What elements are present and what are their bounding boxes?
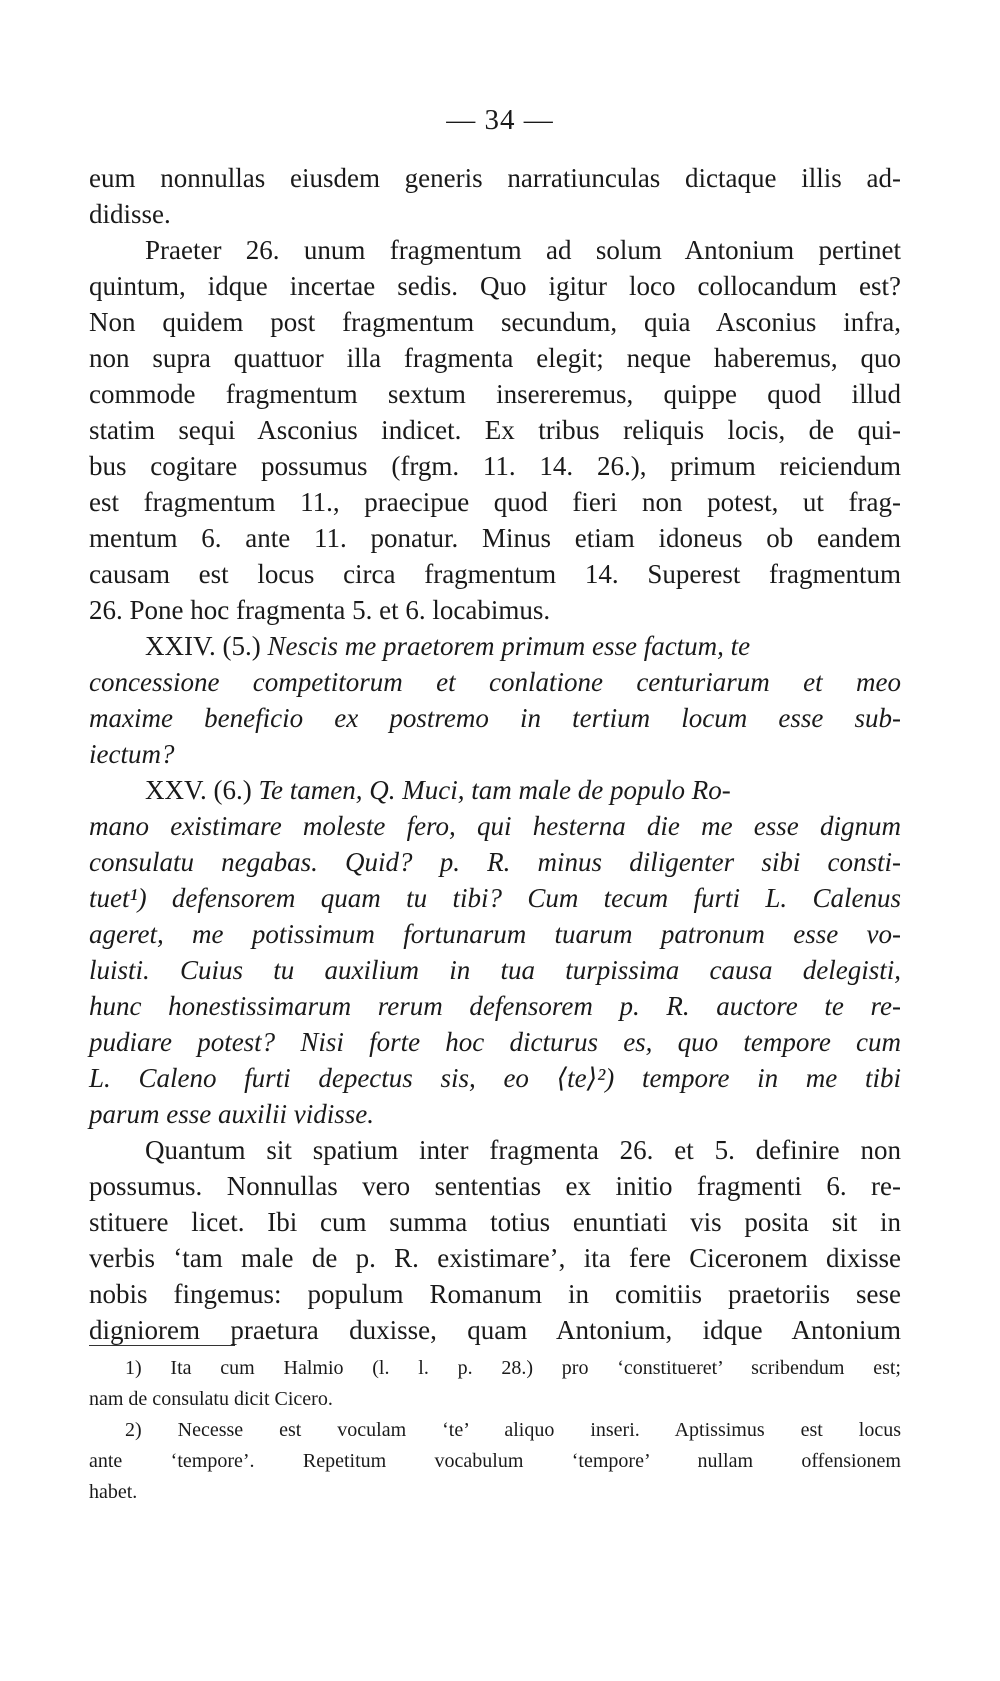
- text-line: consulatu negabas. Quid? p. R. minus diligenter sibi consti-: [89, 847, 901, 877]
- text-line: hunc honestissimarum rerum defensorem p. R. auctore te re-: [89, 991, 901, 1021]
- text-line: est fragmentum 11., praecipue quod fieri non potest, ut frag-: [89, 487, 901, 517]
- text-line: non supra quattuor illa fragmenta elegit; neque haberemus, quo: [89, 343, 901, 373]
- footnote-rule: [89, 1345, 235, 1346]
- fragment-text: Nescis me praetorem primum esse factum, te: [267, 631, 751, 661]
- text-line: luisti. Cuius tu auxilium in tua turpissima causa delegisti,: [89, 955, 901, 985]
- text-line: Praeter 26. unum fragmentum ad solum Antonium pertinet: [145, 235, 901, 265]
- text-line: [89, 772, 901, 808]
- page-number: — 34 —: [446, 104, 554, 136]
- text-line: verbis ‘tam male de p. R. existimare’, ita fere Ciceronem dixisse: [89, 1243, 901, 1273]
- text-line: causam est locus circa fragmentum 14. Superest fragmentum: [89, 559, 901, 589]
- text-line: statim sequi Asconius indicet. Ex tribus reliquis locis, de qui-: [89, 415, 901, 445]
- text-line: iectum?: [89, 739, 175, 769]
- footnote-line: 1) Ita cum Halmio (l. l. p. 28.) pro ‘constitueret’ scribendum est;: [125, 1357, 901, 1379]
- text-line: digniorem praetura duxisse, quam Antonium, idque Antonium: [89, 1315, 901, 1345]
- footnote-line: ante ‘tempore’. Repetitum vocabulum ‘tempore’ nullam offensionem: [89, 1450, 901, 1472]
- footnote-line: habet.: [89, 1481, 138, 1503]
- text-line: 26. Pone hoc fragmenta 5. et 6. locabimus.: [89, 595, 551, 625]
- section-label: XXV. (6.): [145, 775, 259, 805]
- text-line: Quantum sit spatium inter fragmenta 26. et 5. definire non: [145, 1135, 901, 1165]
- section-label: XXIV. (5.): [145, 631, 268, 661]
- text-line: possumus. Nonnullas vero sententias ex initio fragmenti 6. re-: [89, 1171, 901, 1201]
- text-line: mano existimare moleste fero, qui hesterna die me esse dignum: [89, 811, 901, 841]
- text-line: commode fragmentum sextum insereremus, quippe quod illud: [89, 379, 901, 409]
- text-line: maxime beneficio ex postremo in tertium locum esse sub-: [89, 703, 901, 733]
- text-line: nobis fingemus: populum Romanum in comitiis praetoriis sese: [89, 1279, 901, 1309]
- text-line: Non quidem post fragmentum secundum, quia Asconius infra,: [89, 307, 901, 337]
- text-line: didisse.: [89, 199, 171, 229]
- footnote-line: nam de consulatu dicit Cicero.: [89, 1388, 333, 1410]
- footnotes: [89, 1353, 901, 1508]
- text-line: L. Caleno furti depectus sis, eo ⟨te⟩²) tempore in me tibi: [89, 1063, 901, 1093]
- text-line: tuet¹) defensorem quam tu tibi? Cum tecum furti L. Calenus: [89, 883, 901, 913]
- text-line: quintum, idque incertae sedis. Quo igitur loco collocandum est?: [89, 271, 901, 301]
- text-line: pudiare potest? Nisi forte hoc dicturus es, quo tempore cum: [89, 1027, 901, 1057]
- text-line: stituere licet. Ibi cum summa totius enuntiati vis posita sit in: [89, 1207, 901, 1237]
- text-line: mentum 6. ante 11. ponatur. Minus etiam idoneus ob eandem: [89, 523, 901, 553]
- footnote-line: 2) Necesse est voculam ‘te’ aliquo inseri. Aptissimus est locus: [125, 1419, 901, 1441]
- fragment-text: Te tamen, Q. Muci, tam male de populo Ro-: [258, 775, 731, 805]
- text-line: bus cogitare possumus (frgm. 11. 14. 26.), primum reiciendum: [89, 451, 901, 481]
- text-line: [89, 628, 901, 664]
- text-line: eum nonnullas eiusdem generis narratiunculas dictaque illis ad-: [89, 163, 901, 193]
- main-text: [89, 160, 901, 1348]
- text-line: ageret, me potissimum fortunarum tuarum patronum esse vo-: [89, 919, 901, 949]
- text-line: parum esse auxilii vidisse.: [89, 1099, 374, 1129]
- text-line: concessione competitorum et conlatione centuriarum et meo: [89, 667, 901, 697]
